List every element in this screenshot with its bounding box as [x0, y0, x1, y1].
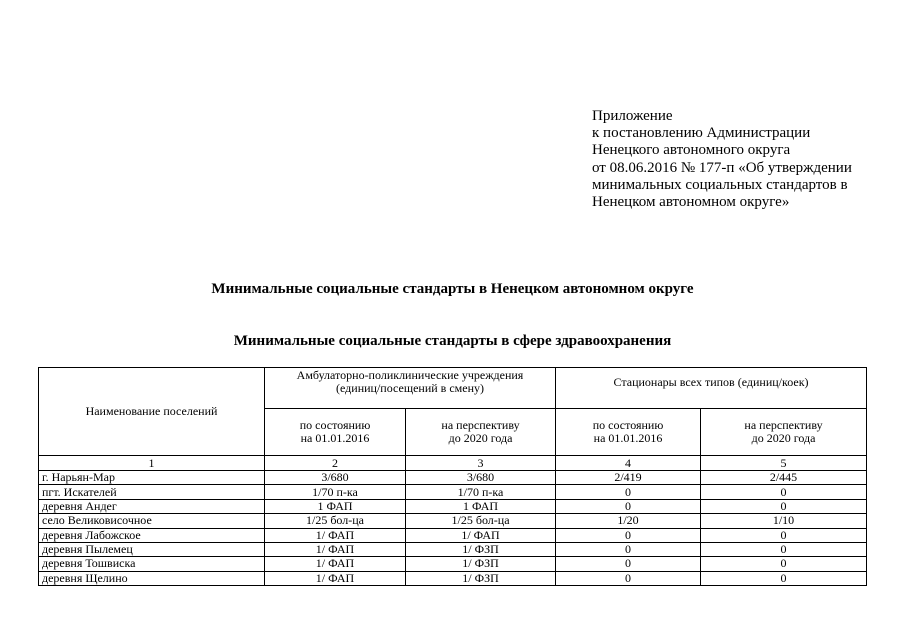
appendix-line: Приложение: [592, 108, 673, 124]
outpatient-2020-cell: 1/ ФЗП: [406, 557, 556, 571]
header-line: на перспективу: [441, 418, 520, 432]
column-number: 1: [39, 456, 265, 471]
header-inpatient-2020: [701, 409, 867, 456]
inpatient-2016-cell: 0: [556, 499, 701, 513]
outpatient-2020-cell: 1/ ФЗП: [406, 542, 556, 556]
header-inpatient-2016: [556, 409, 701, 456]
settlement-cell: пгт. Искателей: [39, 485, 265, 499]
table-row: [39, 571, 867, 585]
appendix-line: минимальных социальных стандартов в: [592, 176, 848, 193]
table-row: [39, 557, 867, 571]
header-settlement: Наименование поселений: [39, 368, 265, 456]
column-number-row: [39, 456, 867, 471]
inpatient-2020-cell: 1/10: [701, 514, 867, 528]
inpatient-2020-cell: 0: [701, 528, 867, 542]
column-number: 4: [556, 456, 701, 471]
header-line: по состоянию: [592, 418, 664, 432]
inpatient-2020-cell: 0: [701, 499, 867, 513]
inpatient-2016-cell: 0: [556, 528, 701, 542]
inpatient-2020-cell: 0: [701, 571, 867, 585]
header-outpatient-line: (единиц/посещений в смену): [336, 381, 484, 395]
header-line: по состоянию: [299, 418, 371, 432]
outpatient-2020-cell: 1/ ФЗП: [406, 571, 556, 585]
outpatient-2020-cell: 1 ФАП: [406, 499, 556, 513]
table-row: [39, 499, 867, 513]
outpatient-2016-cell: 1/ ФАП: [265, 528, 406, 542]
settlement-cell: деревня Лабожское: [39, 528, 265, 542]
document-title: Минимальные социальные стандарты в Ненецком автономном округе: [211, 281, 694, 297]
outpatient-2016-cell: 1/70 п-ка: [265, 485, 406, 499]
inpatient-2016-cell: 0: [556, 542, 701, 556]
outpatient-2016-cell: 3/680: [265, 471, 406, 485]
inpatient-2016-cell: 0: [556, 571, 701, 585]
healthcare-standards-table: [38, 367, 867, 586]
settlement-cell: село Великовисочное: [39, 514, 265, 528]
outpatient-2016-cell: 1/ ФАП: [265, 571, 406, 585]
settlement-cell: деревня Щелино: [39, 571, 265, 585]
inpatient-2016-cell: 0: [556, 485, 701, 499]
outpatient-2016-cell: 1/ ФАП: [265, 557, 406, 571]
settlement-cell: деревня Тошвиска: [39, 557, 265, 571]
inpatient-2016-cell: 1/20: [556, 514, 701, 528]
inpatient-2016-cell: 0: [556, 557, 701, 571]
settlement-cell: деревня Пылемец: [39, 542, 265, 556]
inpatient-2020-cell: 2/445: [701, 471, 867, 485]
table-row: [39, 485, 867, 499]
header-row: [39, 368, 867, 409]
settlement-cell: деревня Андег: [39, 499, 265, 513]
header-outpatient-2016: [265, 409, 406, 456]
appendix-line: от 08.06.2016 № 177-п «Об утверждении: [592, 159, 852, 176]
header-outpatient-2020: [406, 409, 556, 456]
outpatient-2016-cell: 1/25 бол-ца: [265, 514, 406, 528]
column-number: 3: [406, 456, 556, 471]
table-row: [39, 542, 867, 556]
inpatient-2020-cell: 0: [701, 557, 867, 571]
appendix-line: к постановлению Администрации: [592, 125, 811, 142]
outpatient-2020-cell: 3/680: [406, 471, 556, 485]
header-outpatient: [265, 368, 556, 409]
inpatient-2020-cell: 0: [701, 485, 867, 499]
table-row: [39, 528, 867, 542]
header-line: до 2020 года: [448, 431, 513, 445]
outpatient-2020-cell: 1/25 бол-ца: [406, 514, 556, 528]
appendix-line: Ненецкого автономного округа: [592, 142, 791, 159]
column-number: 2: [265, 456, 406, 471]
header-line: до 2020 года: [751, 431, 816, 445]
header-line: на 01.01.2016: [593, 431, 663, 445]
section-title: Минимальные социальные стандарты в сфере здравоохранения: [233, 333, 672, 349]
inpatient-2020-cell: 0: [701, 542, 867, 556]
table-row: [39, 514, 867, 528]
inpatient-2016-cell: 2/419: [556, 471, 701, 485]
header-outpatient-line: Амбулаторно-поликлинические учреждения: [296, 368, 524, 382]
appendix-block: [592, 108, 852, 211]
header-inpatient: Стационары всех типов (единиц/коек): [556, 368, 867, 409]
settlement-cell: г. Нарьян-Мар: [39, 471, 265, 485]
column-number: 5: [701, 456, 867, 471]
outpatient-2020-cell: 1/70 п-ка: [406, 485, 556, 499]
appendix-line: Ненецком автономном округе»: [592, 194, 790, 211]
outpatient-2016-cell: 1/ ФАП: [265, 542, 406, 556]
table-row: [39, 471, 867, 485]
header-line: на перспективу: [744, 418, 823, 432]
outpatient-2016-cell: 1 ФАП: [265, 499, 406, 513]
header-line: на 01.01.2016: [300, 431, 370, 445]
outpatient-2020-cell: 1/ ФАП: [406, 528, 556, 542]
